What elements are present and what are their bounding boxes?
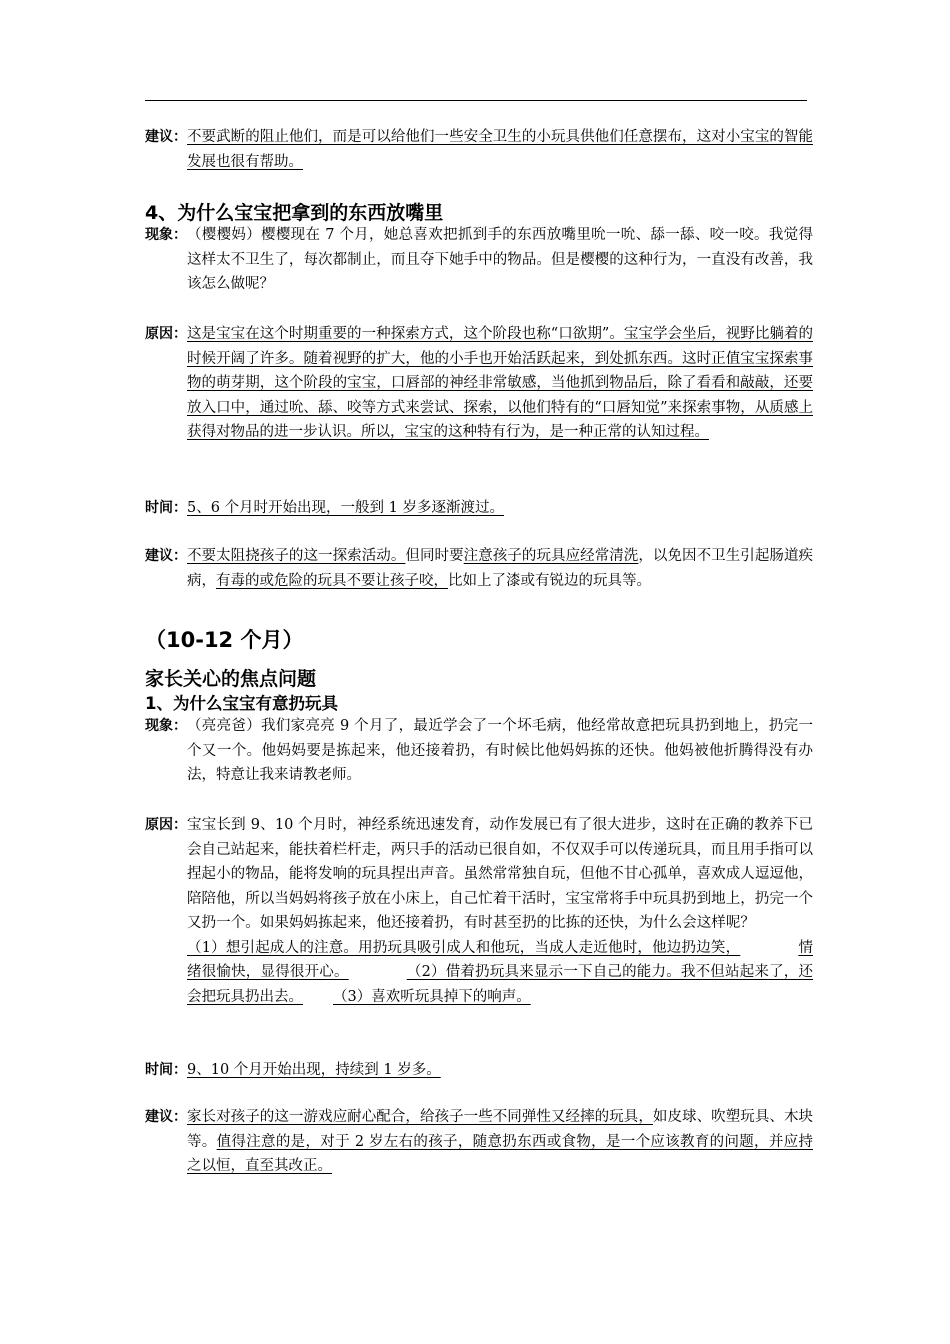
advice-part: 不要太阻挠孩子的这一探索活动。 [187, 548, 406, 564]
reason-part: 情绪很愉快，显得很开心。 [187, 939, 813, 980]
advice-part: 比如上了漆或有锐边的玩具等。 [448, 572, 651, 589]
reason-text: 这是宝宝在这个时期重要的一种探索方式，这个阶段也称“口欲期”。宝宝学会坐后，视野比躺着的时候开阔了许多。随着视野的扩大，他的小手也开始活跃起来，到处抓东西。这时正值宝宝探索事物的萌芽期，这个阶段的宝宝，口唇部的神经非常敏感，当他抓到物品后，除了看看和敲敲，还要放入口中，通过吮、舔、咬等方式来尝试、探索，以他们特有的“口唇知觉”来探索事物，从质感上获得对物品的进一步认识。所以，宝宝的这种特有行为，是一种正常的认知过程。 [187, 326, 813, 440]
q4-time-paragraph [145, 496, 813, 521]
reason-part: （3）喜欢听玩具掉下的响声。 [333, 988, 531, 1005]
q4-reason-paragraph [145, 322, 813, 445]
q1-phenomenon-paragraph [145, 714, 813, 788]
q4-phenomenon-paragraph [145, 223, 813, 297]
reason-part: （1）想引起成人的注意。用扔玩具吸引成人和他玩，当成人走近他时，他边扔边笑， [187, 939, 741, 956]
advice-part: 有毒的或危险的玩具不要让孩子咬， [216, 572, 448, 589]
q1-time-paragraph [145, 1058, 813, 1083]
advice-part: 但同时要 [405, 548, 464, 564]
phenomenon-text: （亮亮爸）我们家亮亮 9 个月了，最近学会了一个坏毛病，他经常故意把玩具扔到地上，扔完一个又一个。他妈妈要是拣起来，他还接着扔，有时候比他妈妈拣的还快。他妈被他折腾得没有办法，特意让我来请教老师。 [187, 718, 813, 783]
advice-text: 不要武断的阻止他们，而是可以给他们一些安全卫生的小玩具供他们任意摆布，这对小宝宝的智能发展也很有帮助。 [187, 129, 813, 170]
q1-advice-paragraph [145, 1105, 813, 1179]
advice-label: 建议： [145, 1109, 187, 1125]
question-1-heading: 1、为什么宝宝有意扔玩具 [145, 694, 338, 713]
time-text: 5、6 个月时开始出现，一般到 1 岁多逐渐渡过。 [187, 500, 505, 516]
phenomenon-label: 现象： [145, 227, 187, 243]
question-4-heading: 4、为什么宝宝把拿到的东西放嘴里 [145, 202, 444, 224]
advice-part: 家长对孩子的这一游戏应耐心配合，给孩子一些不同弹性又经摔的玩具， [187, 1109, 653, 1125]
q1-reason-paragraph [145, 813, 813, 1009]
focus-title: 家长关心的焦点问题 [145, 668, 317, 690]
advice-label: 建议： [145, 548, 187, 564]
reason-label: 原因： [145, 326, 187, 342]
advice-part: 注意孩子的玩具应经常清洗 [463, 548, 639, 564]
time-text: 9、10 个月开始出现，持续到 1 岁多。 [187, 1062, 441, 1078]
phenomenon-text: （樱樱妈）樱樱现在 7 个月，她总喜欢把抓到手的东西放嘴里吮一吮、舔一舔、咬一咬。我觉得这样太不卫生了，每次都制止，而且夺下她手中的物品。但是樱樱的这种行为，一直没有改善，我该怎么做呢？ [187, 227, 813, 292]
reason-label: 原因： [145, 817, 187, 833]
reason-text: 宝宝长到 9、10 个月时，神经系统迅速发育，动作发展已有了很大进步，这时在正确的教养下已会自己站起来，能扶着栏杆走，两只手的活动已很自如，不仅双手可以传递玩具，而且用手指可以捏起小的物品，能将发响的玩具捏出声音。虽然常常独自玩，但他不甘心孤单，喜欢成人逗逗他，陪陪他，所以当妈妈将孩子放在小床上，自己忙着干活时，宝宝常将手中玩具扔到地上，扔完一个又扔一个。如果妈妈拣起来，他还接着扔，有时甚至扔的比拣的还快，为什么会这样呢？ [187, 817, 813, 931]
advice-part: 值得注意的是，对于 2 岁左右的孩子，随意扔东西或食物，是一个应该教育的问题，并应持之以恒，直至其改正。 [187, 1133, 813, 1174]
q4-advice-paragraph [145, 544, 813, 593]
top-advice-paragraph [145, 125, 813, 174]
advice-part: ，以免因不卫生引起肠道疾病， [187, 548, 814, 589]
advice-label: 建议： [145, 129, 187, 145]
reason-part: （2）借着扔玩具来显示一下自己的能力。我不但站起来了，还会把玩具扔出去。 [187, 964, 814, 1005]
header-rule [145, 100, 807, 101]
time-label: 时间： [145, 1062, 187, 1078]
phenomenon-label: 现象： [145, 718, 187, 734]
advice-part: 如皮球、吹塑玩具、木块等。 [187, 1109, 814, 1150]
time-label: 时间： [145, 500, 187, 516]
section-title: （10-12 个月） [145, 628, 304, 652]
